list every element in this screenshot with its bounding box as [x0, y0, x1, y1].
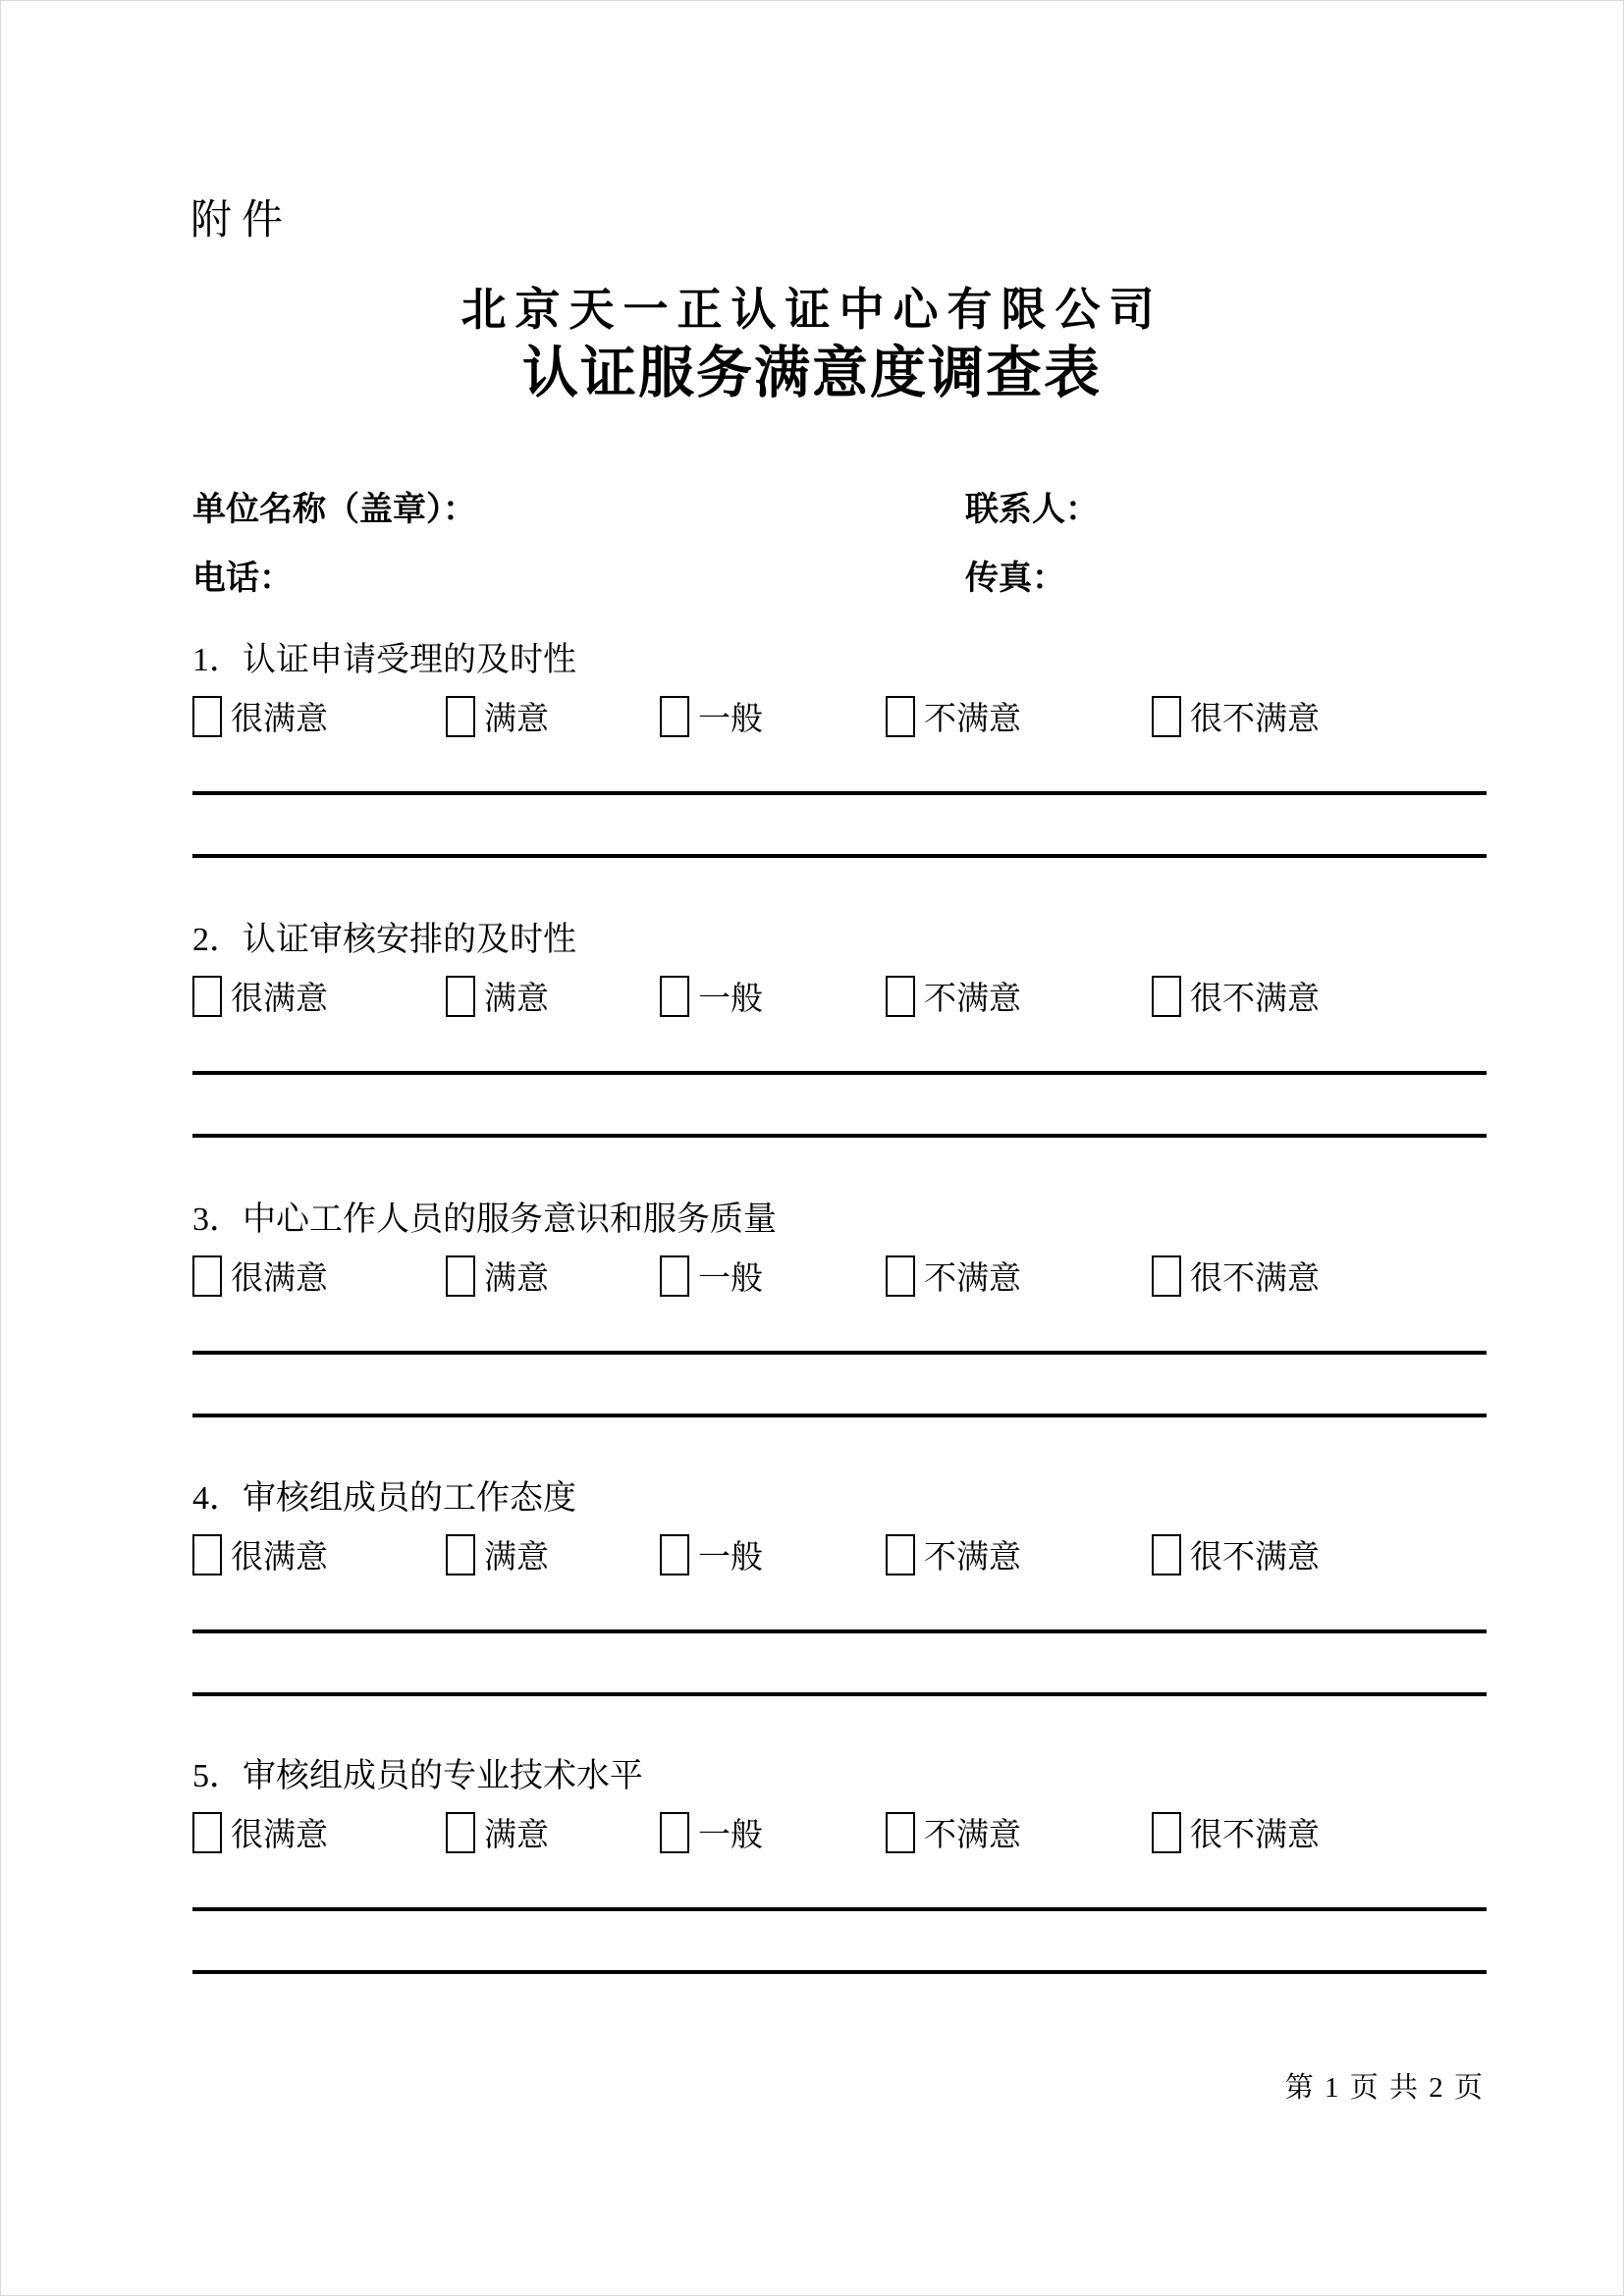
checkbox-icon[interactable]: [192, 1812, 222, 1853]
option-satisfied[interactable]: [446, 973, 549, 1019]
option-satisfied[interactable]: [446, 693, 549, 739]
question-options: [192, 693, 1487, 742]
option-dissatisfied[interactable]: [886, 1809, 1021, 1855]
comment-line: [192, 1692, 1487, 1696]
option-label: 满意: [484, 1540, 549, 1575]
option-label: 满意: [484, 1261, 549, 1297]
option-label: 很满意: [231, 1818, 328, 1853]
unit-name-label: 单位名称（盖章）：: [192, 492, 476, 528]
fax-label: 传真：: [965, 561, 1065, 597]
option-label: 不满意: [924, 1540, 1021, 1575]
question-options: [192, 973, 1487, 1022]
option-very-satisfied[interactable]: [192, 1253, 328, 1299]
checkbox-icon[interactable]: [660, 976, 689, 1017]
option-label: 不满意: [924, 1261, 1021, 1297]
checkbox-icon[interactable]: [192, 1534, 222, 1575]
question-label: 2．认证审核安排的及时性: [192, 922, 576, 958]
contact-row-1: [192, 482, 1489, 528]
question-label: 1．认证申请受理的及时性: [192, 642, 576, 678]
option-label: 很满意: [231, 982, 328, 1017]
option-label: 一般: [698, 1261, 763, 1297]
option-label: 一般: [698, 1818, 763, 1853]
checkbox-icon[interactable]: [660, 1255, 689, 1297]
checkbox-icon[interactable]: [660, 1534, 689, 1575]
question-options: [192, 1253, 1487, 1302]
option-dissatisfied[interactable]: [886, 1531, 1021, 1577]
option-label: 满意: [484, 982, 549, 1017]
checkbox-icon[interactable]: [660, 696, 689, 737]
checkbox-icon[interactable]: [886, 976, 915, 1017]
option-dissatisfied[interactable]: [886, 693, 1021, 739]
option-satisfied[interactable]: [446, 1253, 549, 1299]
option-label: 很不满意: [1190, 1818, 1320, 1853]
comment-line: [192, 1629, 1487, 1633]
option-dissatisfied[interactable]: [886, 973, 1021, 1019]
comment-line: [192, 1414, 1487, 1417]
question-options: [192, 1809, 1487, 1858]
comment-line: [192, 1134, 1487, 1138]
question-label: 4．审核组成员的工作态度: [192, 1480, 576, 1517]
option-label: 很不满意: [1190, 1540, 1320, 1575]
checkbox-icon[interactable]: [446, 1255, 475, 1297]
comment-line: [192, 1071, 1487, 1075]
option-neutral[interactable]: [660, 973, 763, 1019]
option-neutral[interactable]: [660, 1253, 763, 1299]
option-label: 满意: [484, 702, 549, 737]
option-neutral[interactable]: [660, 1531, 763, 1577]
contact-row-2: [192, 551, 1489, 597]
option-label: 不满意: [924, 702, 1021, 737]
checkbox-icon[interactable]: [446, 976, 475, 1017]
checkbox-icon[interactable]: [192, 696, 222, 737]
comment-line: [192, 1970, 1487, 1974]
option-very-dissatisfied[interactable]: [1152, 693, 1320, 739]
checkbox-icon[interactable]: [192, 1255, 222, 1297]
checkbox-icon[interactable]: [886, 1534, 915, 1575]
checkbox-icon[interactable]: [446, 1812, 475, 1853]
comment-line: [192, 791, 1487, 795]
option-satisfied[interactable]: [446, 1531, 549, 1577]
checkbox-icon[interactable]: [446, 696, 475, 737]
option-label: 满意: [484, 1818, 549, 1853]
question-label: 3．中心工作人员的服务意识和服务质量: [192, 1201, 777, 1238]
checkbox-icon[interactable]: [192, 976, 222, 1017]
option-satisfied[interactable]: [446, 1809, 549, 1855]
company-name-title: 北京天一正认证中心有限公司: [460, 285, 1164, 335]
option-very-dissatisfied[interactable]: [1152, 973, 1320, 1019]
question-options: [192, 1531, 1487, 1580]
option-label: 一般: [698, 982, 763, 1017]
question-block-3: [192, 1192, 1487, 1447]
checkbox-icon[interactable]: [660, 1812, 689, 1853]
option-label: 很满意: [231, 1540, 328, 1575]
comment-line: [192, 1907, 1487, 1911]
attachment-label: 附件: [190, 198, 294, 243]
option-dissatisfied[interactable]: [886, 1253, 1021, 1299]
option-label: 一般: [698, 702, 763, 737]
comment-line: [192, 1351, 1487, 1355]
option-neutral[interactable]: [660, 693, 763, 739]
option-very-satisfied[interactable]: [192, 973, 328, 1019]
option-very-dissatisfied[interactable]: [1152, 1531, 1320, 1577]
question-block-1: [192, 632, 1487, 887]
checkbox-icon[interactable]: [1152, 696, 1181, 737]
option-very-satisfied[interactable]: [192, 1809, 328, 1855]
form-title: 认证服务满意度调查表: [522, 343, 1102, 404]
question-block-4: [192, 1470, 1487, 1726]
checkbox-icon[interactable]: [1152, 976, 1181, 1017]
option-very-satisfied[interactable]: [192, 1531, 328, 1577]
question-block-2: [192, 912, 1487, 1167]
option-label: 很不满意: [1190, 982, 1320, 1017]
checkbox-icon[interactable]: [886, 696, 915, 737]
checkbox-icon[interactable]: [886, 1812, 915, 1853]
option-very-dissatisfied[interactable]: [1152, 1809, 1320, 1855]
option-label: 很不满意: [1190, 702, 1320, 737]
option-label: 很满意: [231, 702, 328, 737]
checkbox-icon[interactable]: [886, 1255, 915, 1297]
option-very-dissatisfied[interactable]: [1152, 1253, 1320, 1299]
option-neutral[interactable]: [660, 1809, 763, 1855]
phone-label: 电话：: [192, 561, 293, 597]
option-label: 很不满意: [1190, 1261, 1320, 1297]
option-very-satisfied[interactable]: [192, 693, 328, 739]
checkbox-icon[interactable]: [1152, 1255, 1181, 1297]
checkbox-icon[interactable]: [446, 1534, 475, 1575]
checkbox-icon[interactable]: [1152, 1534, 1181, 1575]
option-label: 不满意: [924, 1818, 1021, 1853]
checkbox-icon[interactable]: [1152, 1812, 1181, 1853]
contact-person-label: 联系人：: [965, 492, 1099, 528]
question-block-5: [192, 1748, 1487, 2003]
option-label: 一般: [698, 1540, 763, 1575]
option-label: 很满意: [231, 1261, 328, 1297]
question-label: 5．审核组成员的专业技术水平: [192, 1758, 643, 1794]
option-label: 不满意: [924, 982, 1021, 1017]
page-number: 第 1 页 共 2 页: [1284, 2072, 1485, 2104]
comment-line: [192, 854, 1487, 858]
